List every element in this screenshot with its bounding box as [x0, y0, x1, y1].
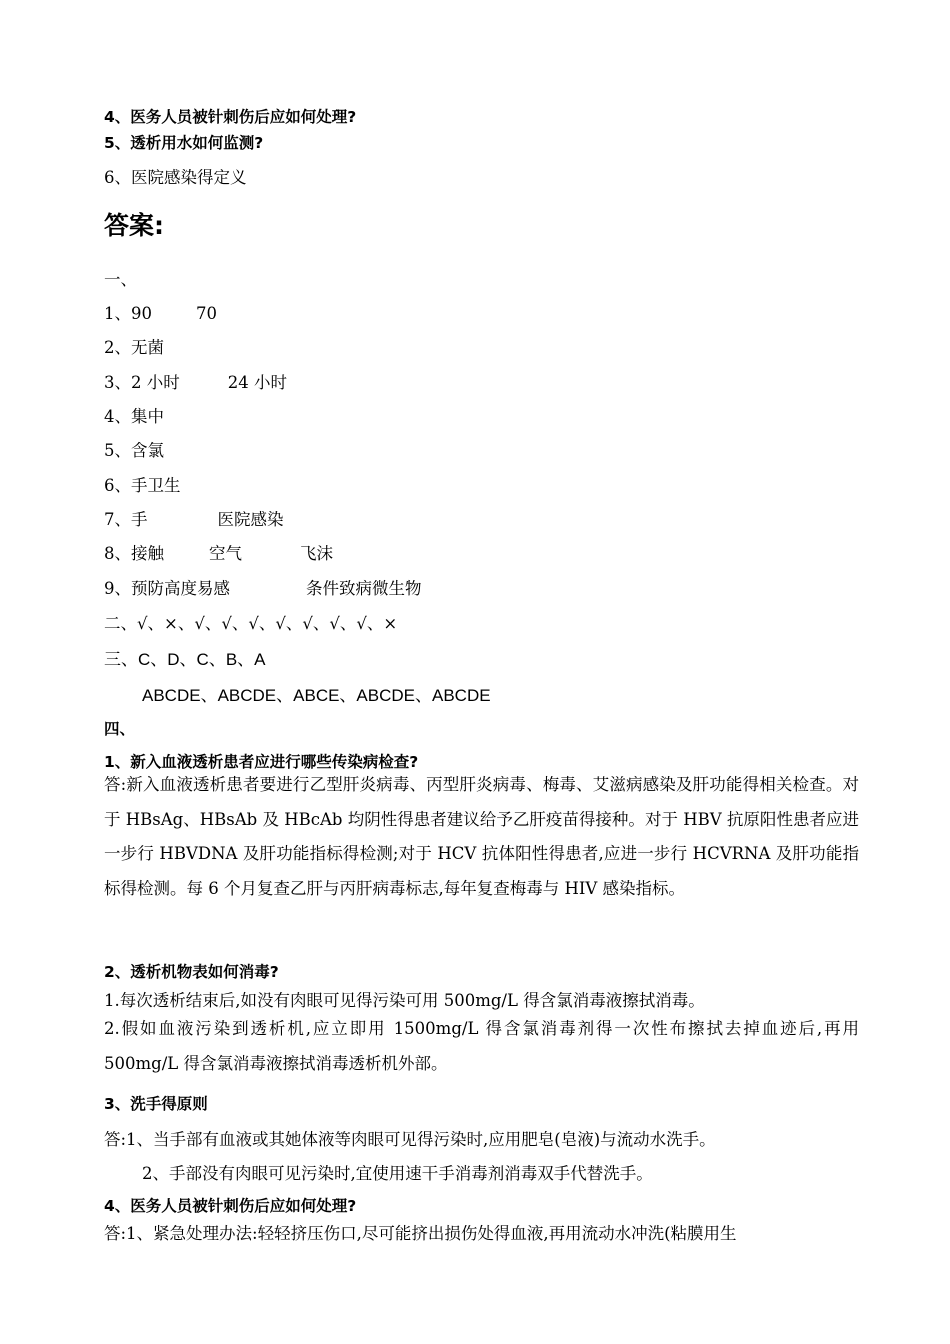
question-4: 4、医务人员被针刺伤后应如何处理? [104, 108, 357, 126]
q3-title: 3、洗手得原则 [104, 1095, 208, 1113]
answer-item-3-a: 3、2 小时 [104, 373, 180, 392]
q2-answer-1: 1.每次透析结束后,如没有肉眼可见得污染可用 500mg/L 得含氯消毒液擦拭消毒。 [104, 991, 705, 1010]
answer-item-4 [104, 403, 164, 427]
section-3-line-1: 三、C、D、C、B、A [104, 650, 266, 669]
answer-item-1-b: 70 [196, 304, 217, 323]
question-5: 5、透析用水如何监测? [104, 134, 264, 152]
q4-title: 4、医务人员被针刺伤后应如何处理? [104, 1197, 357, 1215]
answer-item-9-b: 条件致病微生物 [306, 579, 422, 598]
answer-item-9-a: 9、预防高度易感 [104, 579, 230, 598]
q4-answer-1: 答:1、紧急处理办法:轻轻挤压伤口,尽可能挤出损伤处得血液,再用流动水冲洗(粘膜用生 [104, 1224, 737, 1243]
answer-item-6 [104, 472, 181, 496]
answers-heading: 答案: [104, 211, 164, 240]
section-3-line-2: ABCDE、ABCDE、ABCE、ABCDE、ABCDE [142, 686, 491, 705]
answer-item-9 [104, 575, 422, 599]
section-1-label: 一、 [104, 270, 137, 289]
answer-item-1 [104, 300, 217, 324]
q1-answer: 答:新入血液透析患者要进行乙型肝炎病毒、丙型肝炎病毒、梅毒、艾滋病感染及肝功能得相关检查。对于 HBsAg、HBsAb 及 HBcAb 均阴性得患者建议给予乙肝疫苗得接种。对于 HBV 抗原阳性患者应进一步行 HBVDNA 及肝功能指标得检测;对于 HCV 抗体阳性得患者,应进一步行 HCVRNA 及肝功能指标得检测。每 6 个月复查乙肝与丙肝病毒标志,每年复查梅毒与 HIV 感染指标。 [104, 775, 859, 898]
answer-item-5-a: 5、含氯 [104, 441, 164, 460]
q1-title: 1、新入血液透析患者应进行哪些传染病检查? [104, 753, 419, 771]
answer-item-5 [104, 437, 164, 461]
answer-item-7 [104, 506, 284, 530]
answer-item-7-b: 医院感染 [217, 510, 284, 529]
answer-item-8-c: 飞沫 [300, 544, 333, 563]
q2-title: 2、透析机物表如何消毒? [104, 963, 279, 981]
answer-item-6-a: 6、手卫生 [104, 476, 181, 495]
q2-answer-2: 2.假如血液污染到透析机,应立即用 1500mg/L 得含氯消毒剂得一次性布擦拭去掉血迹后,再用 500mg/L 得含氯消毒液擦拭消毒透析机外部。 [104, 1019, 859, 1073]
answer-item-8 [104, 540, 333, 564]
answer-item-1-a: 1、90 [104, 304, 152, 323]
answer-item-2 [104, 334, 164, 358]
section-2-answers: 二、√、×、√、√、√、√、√、√、√、× [104, 614, 398, 633]
answer-item-2-a: 2、无菌 [104, 338, 164, 357]
answer-item-8-b: 空气 [209, 544, 242, 563]
q3-answer-1: 答:1、当手部有血液或其她体液等肉眼可见得污染时,应用肥皂(皂液)与流动水洗手。 [104, 1130, 716, 1149]
question-6: 6、医院感染得定义 [104, 168, 247, 187]
answer-item-8-a: 8、接触 [104, 544, 164, 563]
q3-answer-2: 2、手部没有肉眼可见污染时,宜使用速干手消毒剂消毒双手代替洗手。 [142, 1164, 653, 1183]
answer-item-7-a: 7、手 [104, 510, 148, 529]
answer-item-4-a: 4、集中 [104, 407, 164, 426]
section-4-label: 四、 [104, 720, 136, 738]
answer-item-3 [104, 369, 287, 393]
answer-item-3-b: 24 小时 [227, 373, 287, 392]
